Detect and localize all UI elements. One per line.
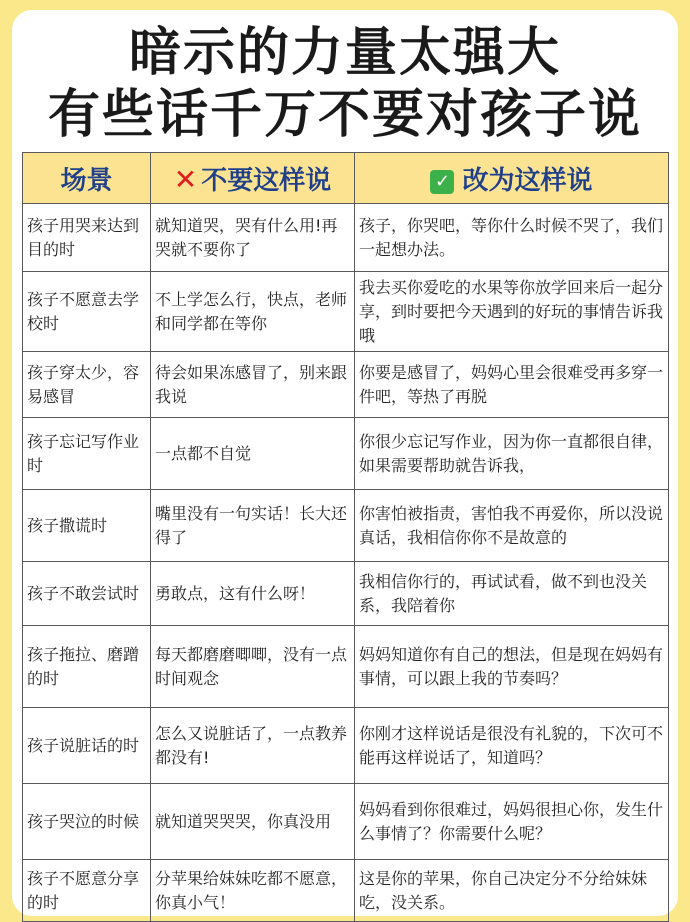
table-row [23, 418, 669, 490]
table-row [23, 490, 669, 562]
dont-cell: 不上学怎么行，快点，老师和同学都在等你 [151, 272, 355, 352]
do-cell: 妈妈知道你有自己的想法，但是现在妈妈有事情，可以跟上我的节奏吗？ [355, 626, 669, 708]
scene-cell: 孩子说脏话的时 [23, 708, 151, 784]
check-mark-icon: ✓ [430, 170, 454, 194]
dont-cell: 就知道哭，哭有什么用!再哭就不要你了 [151, 204, 355, 272]
table-row [23, 860, 669, 922]
header-do-label: 改为这样说 [462, 165, 593, 196]
do-cell: 你很少忘记写作业，因为你一直都很自律，如果需要帮助就告诉我， [355, 418, 669, 490]
dont-cell: 一点都不自觉 [151, 418, 355, 490]
scene-cell: 孩子用哭来达到目的时 [23, 204, 151, 272]
dont-cell: 待会如果冻感冒了，别来跟我说 [151, 352, 355, 418]
do-cell: 我去买你爱吃的水果等你放学回来后一起分享，到时要把今天遇到的好玩的事情告诉我哦 [355, 272, 669, 352]
table-row [23, 626, 669, 708]
table-row [23, 784, 669, 860]
header-scene: 场景 [23, 153, 151, 204]
scene-cell: 孩子拖拉、磨蹭的时 [23, 626, 151, 708]
do-cell: 孩子，你哭吧，等你什么时候不哭了，我们一起想办法。 [355, 204, 669, 272]
scene-cell: 孩子忘记写作业时 [23, 418, 151, 490]
header-do [355, 153, 669, 204]
table-row [23, 204, 669, 272]
header-dont-label: 不要这样说 [201, 165, 332, 196]
do-cell: 你要是感冒了，妈妈心里会很难受再多穿一件吧，等热了再脱 [355, 352, 669, 418]
do-cell: 这是你的苹果，你自己决定分不分给妹妹吃，没关系。 [355, 860, 669, 922]
cross-mark-icon: ✕ [173, 162, 198, 196]
scene-cell: 孩子穿太少，容易感冒 [23, 352, 151, 418]
scene-cell: 孩子不愿意去学校时 [23, 272, 151, 352]
title-line-2: 有些话千万不要对孩子说 [47, 85, 642, 145]
dont-cell: 勇敢点，这有什么呀！ [151, 562, 355, 626]
do-cell: 你刚才这样说话是很没有礼貌的，下次可不能再这样说话了，知道吗？ [355, 708, 669, 784]
dont-cell: 嘴里没有一句实话！长大还得了 [151, 490, 355, 562]
dont-cell: 每天都磨磨唧唧，没有一点时间观念 [151, 626, 355, 708]
advice-table [22, 152, 669, 922]
dont-cell: 就知道哭哭哭，你真没用 [151, 784, 355, 860]
scene-cell: 孩子哭泣的时候 [23, 784, 151, 860]
scene-cell: 孩子撒谎时 [23, 490, 151, 562]
scene-cell: 孩子不愿意分享的时 [23, 860, 151, 922]
dont-cell: 怎么又说脏话了，一点教养都没有! [151, 708, 355, 784]
table-row [23, 352, 669, 418]
do-cell: 妈妈看到你很难过，妈妈很担心你，发生什么事情了？你需要什么呢？ [355, 784, 669, 860]
do-cell: 我相信你行的，再试试看，做不到也没关系，我陪着你 [355, 562, 669, 626]
scene-cell: 孩子不敢尝试时 [23, 562, 151, 626]
header-row [23, 153, 669, 204]
header-dont [151, 153, 355, 204]
table-row [23, 562, 669, 626]
dont-cell: 分苹果给妹妹吃都不愿意，你真小气！ [151, 860, 355, 922]
do-cell: 你害怕被指责，害怕我不再爱你，所以没说真话，我相信你你不是故意的 [355, 490, 669, 562]
title-line-1: 暗示的力量太强大 [128, 23, 561, 83]
table-row [23, 708, 669, 784]
table-row [23, 272, 669, 352]
